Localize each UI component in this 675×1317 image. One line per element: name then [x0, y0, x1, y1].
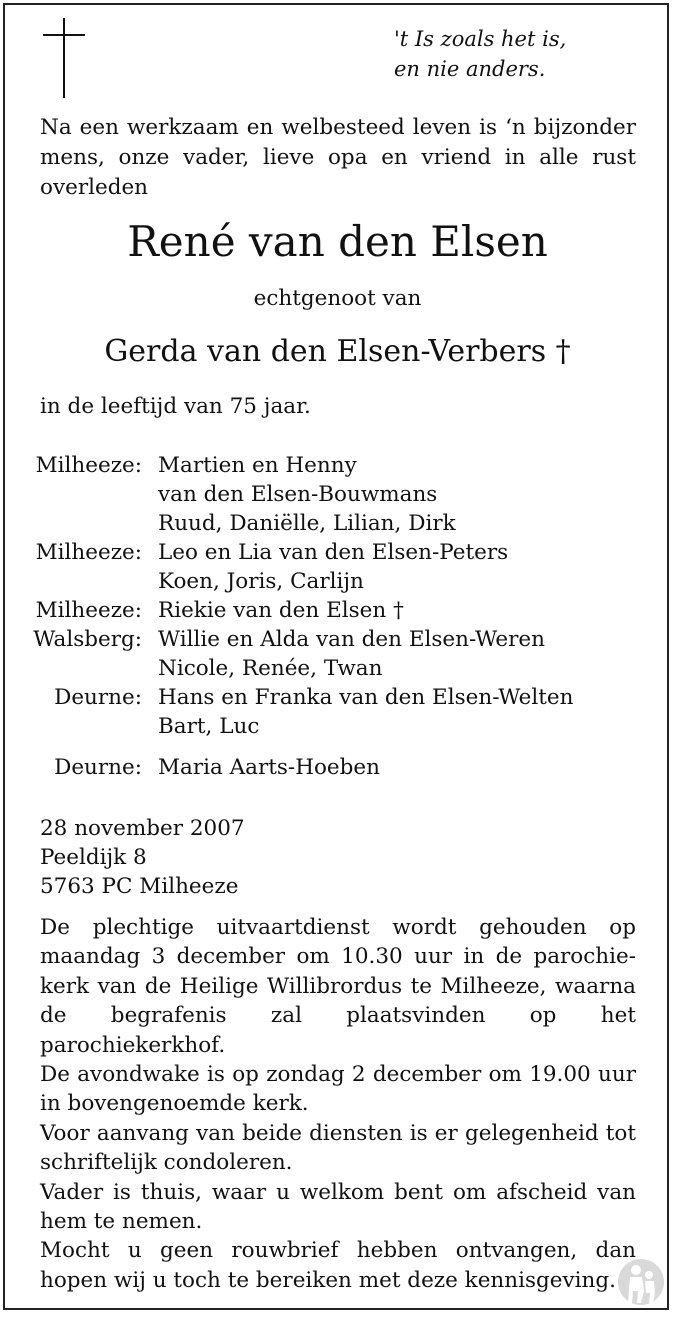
grandchildren-names: Bart, Luc: [158, 714, 260, 739]
family-member-names: Maria Aarts-Hoeben: [158, 755, 380, 780]
family-place: Deurne:: [54, 755, 142, 780]
family-place: Milheeze:: [35, 540, 142, 565]
family-row: [0, 753, 675, 782]
family-row: [0, 625, 675, 654]
family-member-names: Martien en Henny: [158, 453, 357, 478]
paragraph-funeral: De plechtige uitvaartdienst wordt gehouden op maandag 3 december om 10.30 uur in de parochie-kerk van de Heilige Willibrordus te Milheeze, waarna de begrafenis zal plaatsvinden op het parochiekerkhof.: [40, 915, 636, 1058]
publisher-logo-icon: [617, 1257, 665, 1307]
family-row: [0, 451, 675, 480]
address-street: Peeldijk 8: [40, 845, 147, 870]
paragraph-farewell: Vader is thuis, waar u welkom bent om afscheid van hem te nemen.: [40, 1179, 636, 1235]
family-place: [0, 654, 158, 683]
deceased-name: René van den Elsen: [127, 217, 548, 266]
intro-text: Na een werkzaam en welbesteed leven is ‘n bijzonder mens, onze vader, lieve opa en vriend in alle rust overleden: [40, 115, 636, 200]
paragraph-wake: De avondwake is op zondag 2 december om 19.00 uur in bovengenoemde kerk.: [40, 1062, 636, 1117]
service-details: [40, 913, 636, 1295]
family-list: [0, 451, 675, 782]
motto: [394, 24, 566, 84]
spouse-prefix: echtgenoot van: [253, 286, 422, 311]
family-place: Milheeze:: [35, 453, 142, 478]
family-place: Milheeze:: [35, 598, 142, 623]
family-row: [0, 509, 675, 538]
family-place: [0, 480, 158, 509]
family-row: [0, 538, 675, 567]
grandchildren-names: Koen, Joris, Carlijn: [158, 569, 364, 594]
family-row: [0, 712, 675, 741]
family-row: [0, 480, 675, 509]
family-row: [0, 596, 675, 625]
family-member-names: Willie en Alda van den Elsen-Weren: [158, 627, 545, 652]
family-row: [0, 567, 675, 596]
family-member-names: Leo en Lia van den Elsen-Peters: [158, 540, 509, 565]
family-member-names: van den Elsen-Bouwmans: [158, 482, 438, 507]
family-place: [0, 509, 158, 538]
family-place: Deurne:: [54, 685, 142, 710]
address-date: 28 november 2007: [40, 816, 245, 841]
family-spacer: [0, 741, 675, 753]
motto-line: 't Is zoals het is,: [394, 27, 567, 51]
age-line: in de leeftijd van 75 jaar.: [40, 394, 311, 419]
grandchildren-names: Nicole, Renée, Twan: [158, 656, 383, 681]
grandchildren-names: Ruud, Daniëlle, Lilian, Dirk: [158, 511, 456, 536]
family-row: [0, 654, 675, 683]
motto-line: en nie anders.: [394, 57, 546, 81]
family-place: Walsberg:: [33, 627, 142, 652]
address-block: [40, 814, 245, 901]
address-city: 5763 PC Milheeze: [40, 874, 239, 899]
paragraph-notice: Mocht u geen rouwbrief hebben ontvangen, dan hopen wij u toch te bereiken met deze kennisgeving.: [40, 1238, 636, 1293]
spouse-name: Gerda van den Elsen-Verbers †: [104, 334, 571, 369]
family-place: [0, 567, 158, 596]
family-member-names: Riekie van den Elsen †: [158, 598, 404, 623]
family-member-names: Hans en Franka van den Elsen-Welten: [158, 685, 574, 710]
paragraph-condolences: Voor aanvang van beide diensten is er gelegenheid tot schriftelijk condoleren.: [40, 1120, 636, 1176]
family-row: [0, 683, 675, 712]
family-place: [0, 712, 158, 741]
